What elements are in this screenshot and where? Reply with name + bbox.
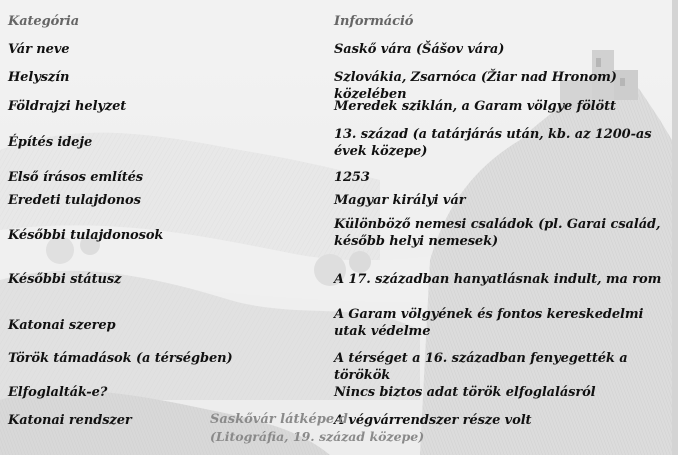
row-key: Földrajzi helyzet — [8, 99, 127, 114]
row-value: 1253 — [334, 170, 370, 185]
row-value: A végvárrendszer része volt — [334, 413, 532, 428]
row-value: Nincs biztos adat török elfoglalásról — [334, 385, 596, 400]
lithograph-caption — [210, 411, 450, 445]
row-key: Első írásos említés — [8, 170, 144, 185]
row-key: Későbbi tulajdonosok — [8, 228, 164, 243]
row-key: Építés ideje — [8, 135, 93, 150]
row-key: Eredeti tulajdonos — [8, 193, 141, 208]
row-value: Meredek sziklán, a Garam völgye fölött — [334, 99, 616, 114]
row-key: Katonai rendszer — [8, 413, 132, 428]
row-value: Magyar királyi vár — [334, 193, 466, 208]
row-key: Katonai szerep — [8, 318, 116, 333]
row-value: Szlovákia, Zsarnóca (Žiar nad Hronom) közelében — [334, 70, 617, 102]
row-value: A Garam völgyének és fontos kereskedelmi utak védelme — [334, 307, 644, 339]
row-value: A térséget a 16. században fenyegették a törökök — [334, 351, 628, 383]
header-information: Információ — [334, 14, 414, 29]
row-key: Későbbi státusz — [8, 272, 122, 287]
row-value: Saskő vára (Šášov vára) — [334, 42, 505, 57]
caption-line-1: Saskővár látképe d — [210, 412, 348, 427]
row-key: Helyszín — [8, 70, 70, 85]
row-value: A 17. században hanyatlásnak indult, ma rom — [334, 272, 662, 287]
header-category: Kategória — [8, 14, 80, 29]
caption-line-2: (Litográfia, 19. század közepe) — [210, 429, 425, 444]
row-value: 13. század (a tatárjárás után, kb. az 1200-as évek közepe) — [334, 127, 652, 159]
row-key: Elfoglalták-e? — [8, 385, 108, 400]
row-key: Vár neve — [8, 42, 70, 57]
row-key: Török támadások (a térségben) — [8, 351, 233, 366]
row-value: Különböző nemesi családok (pl. Garai család, később helyi nemesek) — [334, 217, 661, 249]
